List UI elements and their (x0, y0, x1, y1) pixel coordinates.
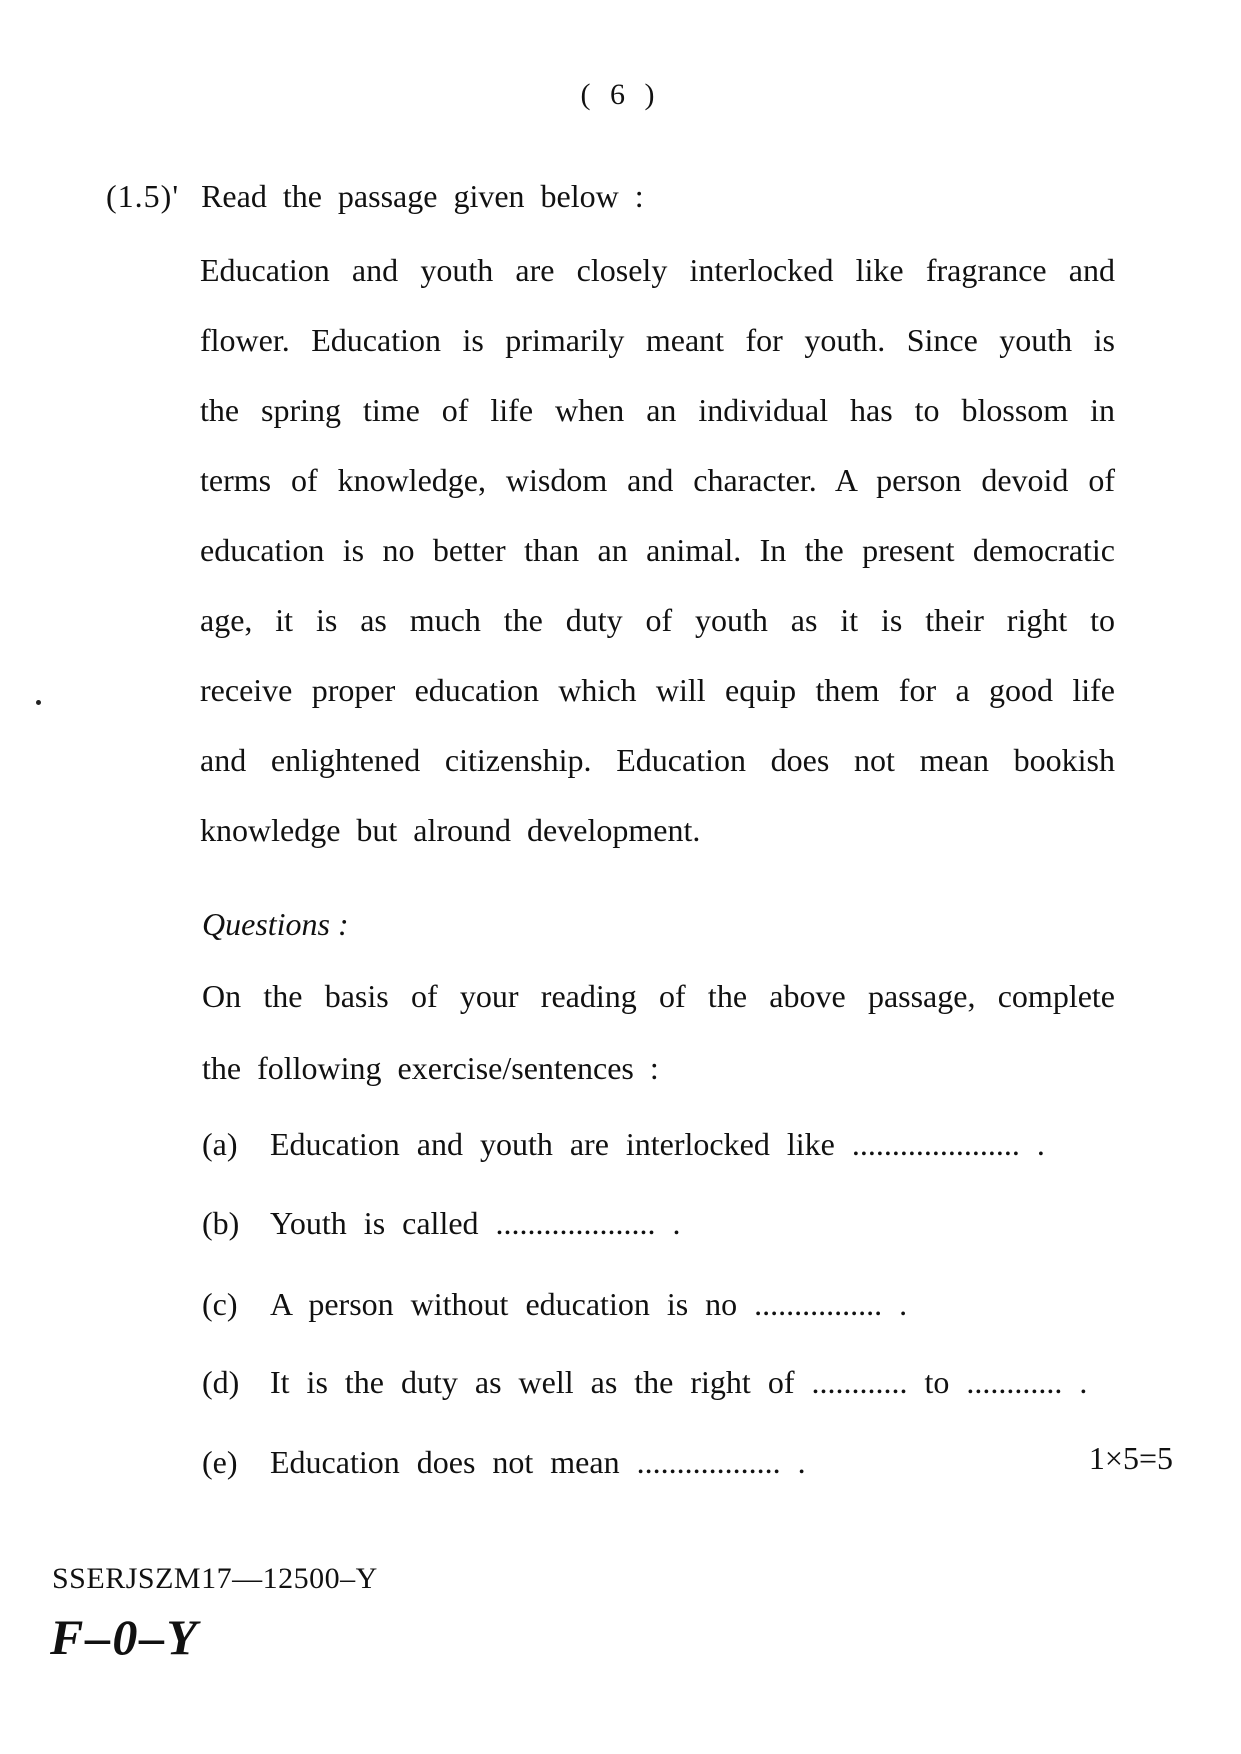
item-label: (c) (202, 1286, 238, 1322)
passage-line: flower. Education is primarily meant for youth. Since youth is (200, 322, 1115, 358)
item-label: (a) (202, 1126, 238, 1162)
intro-line: the following exercise/sentences : (202, 1050, 659, 1086)
question-header (106, 178, 644, 215)
question-instruction: Read the passage given below : (201, 178, 644, 214)
item-text: It is the duty as well as the right of ............ to ............ . (270, 1364, 1088, 1400)
question-item-d (202, 1362, 1087, 1402)
stray-dot (36, 700, 41, 705)
item-text: A person without education is no ................ . (270, 1286, 908, 1322)
question-item-a (202, 1124, 1045, 1164)
question-number: (1.5)' (106, 178, 180, 214)
marks-allocation: 1×5=5 (1088, 1440, 1173, 1476)
item-label: (b) (202, 1205, 240, 1241)
footer-code: SSERJSZM17—12500–Y (52, 1562, 378, 1595)
passage-line: age, it is as much the duty of youth as it is their right to (200, 602, 1115, 638)
passage-line: the spring time of life when an individual has to blossom in (200, 392, 1115, 428)
question-item-c (202, 1284, 907, 1324)
intro-line: On the basis of your reading of the above passage, complete (202, 978, 1115, 1014)
passage-line: Education and youth are closely interlocked like fragrance and (200, 252, 1115, 288)
questions-intro (202, 976, 1115, 1120)
passage-line: and enlightened citizenship. Education does not mean bookish (200, 742, 1115, 778)
item-text: Youth is called .................... . (270, 1205, 681, 1241)
passage-line: education is no better than an animal. In the present democratic (200, 532, 1115, 568)
passage-line: receive proper education which will equip them for a good life (200, 672, 1115, 708)
item-label: (d) (202, 1364, 240, 1400)
page-number: ( 6 ) (580, 78, 661, 111)
passage-line: knowledge but alround development. (200, 812, 701, 848)
question-item-e (202, 1442, 806, 1482)
footer-series: F–0–Y (50, 1609, 199, 1665)
questions-heading: Questions : (202, 906, 349, 942)
item-text: Education does not mean .................. . (270, 1444, 806, 1480)
passage-line: terms of knowledge, wisdom and character. A person devoid of (200, 462, 1115, 498)
passage (200, 250, 1115, 880)
item-label: (e) (202, 1444, 238, 1480)
item-text: Education and youth are interlocked like ..................... . (270, 1126, 1045, 1162)
question-item-b (202, 1203, 681, 1243)
